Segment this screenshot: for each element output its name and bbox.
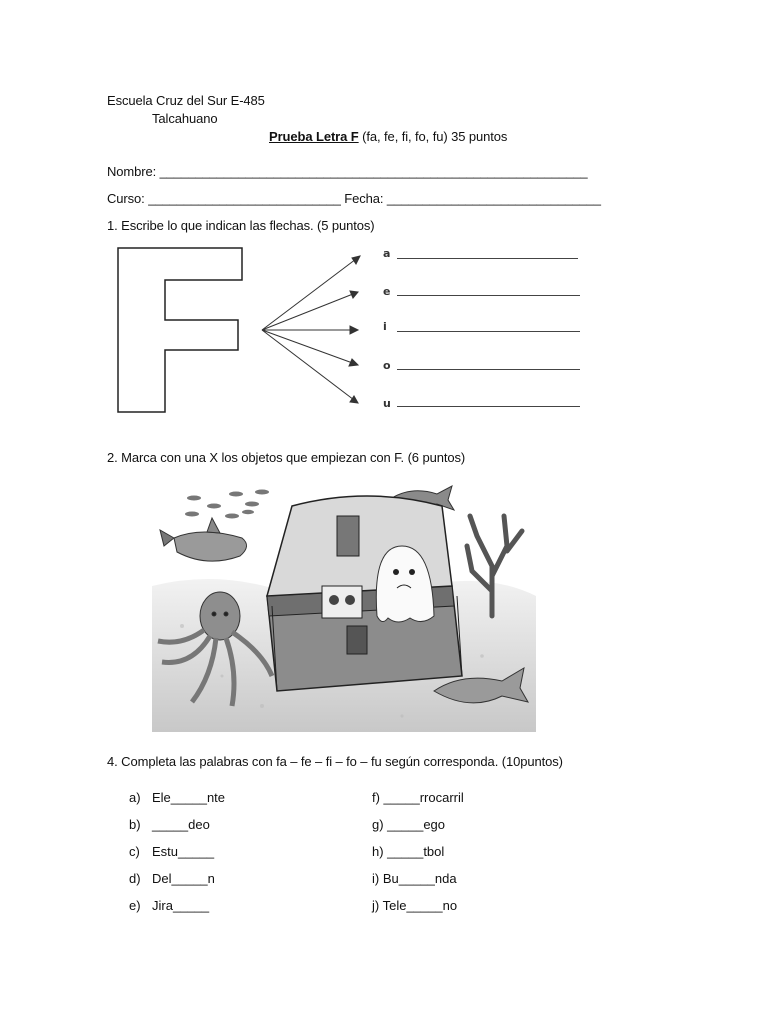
vowel-e: e bbox=[383, 285, 391, 298]
item-label-e: e) bbox=[129, 898, 141, 913]
q4-instruction: Completa las palabras con fa – fe – fi – fo – fu según corresponda. (10puntos) bbox=[117, 754, 563, 769]
curso-field[interactable]: ___________________________ bbox=[148, 191, 341, 206]
photo-frame-icon bbox=[322, 586, 362, 618]
nombre-label: Nombre: bbox=[107, 164, 157, 179]
item-label-b: b) bbox=[129, 817, 141, 832]
item-label-a: a) bbox=[129, 790, 141, 805]
treasure-chest-illustration[interactable] bbox=[152, 476, 536, 732]
nombre-row bbox=[107, 164, 587, 180]
word-blank-c[interactable]: Estu_____ bbox=[152, 844, 215, 859]
word-blank-i[interactable]: i) Bu_____nda bbox=[372, 871, 457, 886]
nombre-field[interactable]: ____________________________________________________________ bbox=[159, 164, 588, 179]
answer-line-o[interactable] bbox=[397, 369, 580, 370]
word-blank-e[interactable]: Jira_____ bbox=[152, 898, 210, 913]
curso-row bbox=[107, 191, 601, 207]
item-label-d: d) bbox=[129, 871, 141, 886]
word-blank-d[interactable]: Del_____n bbox=[152, 871, 215, 886]
fish-school bbox=[185, 490, 269, 519]
q1-instruction: 1. Escribe lo que indican las flechas. (5 puntos) bbox=[107, 218, 375, 233]
arrows-group bbox=[262, 256, 360, 403]
answer-line-a[interactable] bbox=[397, 258, 578, 259]
answer-line-u[interactable] bbox=[397, 406, 580, 407]
word-blank-h[interactable]: h) _____tbol bbox=[372, 844, 445, 859]
letter-f-shape bbox=[118, 248, 242, 412]
test-title: Prueba Letra F bbox=[269, 129, 359, 144]
school-name: Escuela Cruz del Sur E-485 bbox=[107, 93, 265, 108]
whale-shark-icon bbox=[160, 518, 247, 561]
letter-f-arrows-diagram bbox=[110, 240, 370, 420]
q4-number: 4. bbox=[107, 754, 118, 769]
city-name: Talcahuano bbox=[152, 111, 218, 126]
word-blank-f[interactable]: f) _____rrocarril bbox=[372, 790, 464, 805]
answer-line-i[interactable] bbox=[397, 331, 580, 332]
q2-instruction: 2. Marca con una X los objetos que empiezan con F. (6 puntos) bbox=[107, 450, 466, 465]
item-label-c: c) bbox=[129, 844, 140, 859]
word-blank-g[interactable]: g) _____ego bbox=[372, 817, 446, 832]
word-blank-a[interactable]: Ele_____nte bbox=[152, 790, 226, 805]
vowel-i: i bbox=[383, 320, 387, 333]
fecha-label: Fecha: bbox=[344, 191, 384, 206]
q4-instruction-row bbox=[107, 754, 563, 770]
word-blank-b[interactable]: _____deo bbox=[152, 817, 210, 832]
vowel-a: a bbox=[383, 247, 391, 260]
fecha-field[interactable]: ______________________________ bbox=[386, 191, 601, 206]
vowel-o: o bbox=[383, 359, 391, 372]
answer-line-e[interactable] bbox=[397, 295, 580, 296]
test-subtitle: (fa, fe, fi, fo, fu) 35 puntos bbox=[358, 129, 508, 144]
test-title-line bbox=[269, 129, 507, 145]
word-blank-j[interactable]: j) Tele_____no bbox=[372, 898, 458, 913]
vowel-u: u bbox=[383, 397, 391, 410]
curso-label: Curso: bbox=[107, 191, 145, 206]
